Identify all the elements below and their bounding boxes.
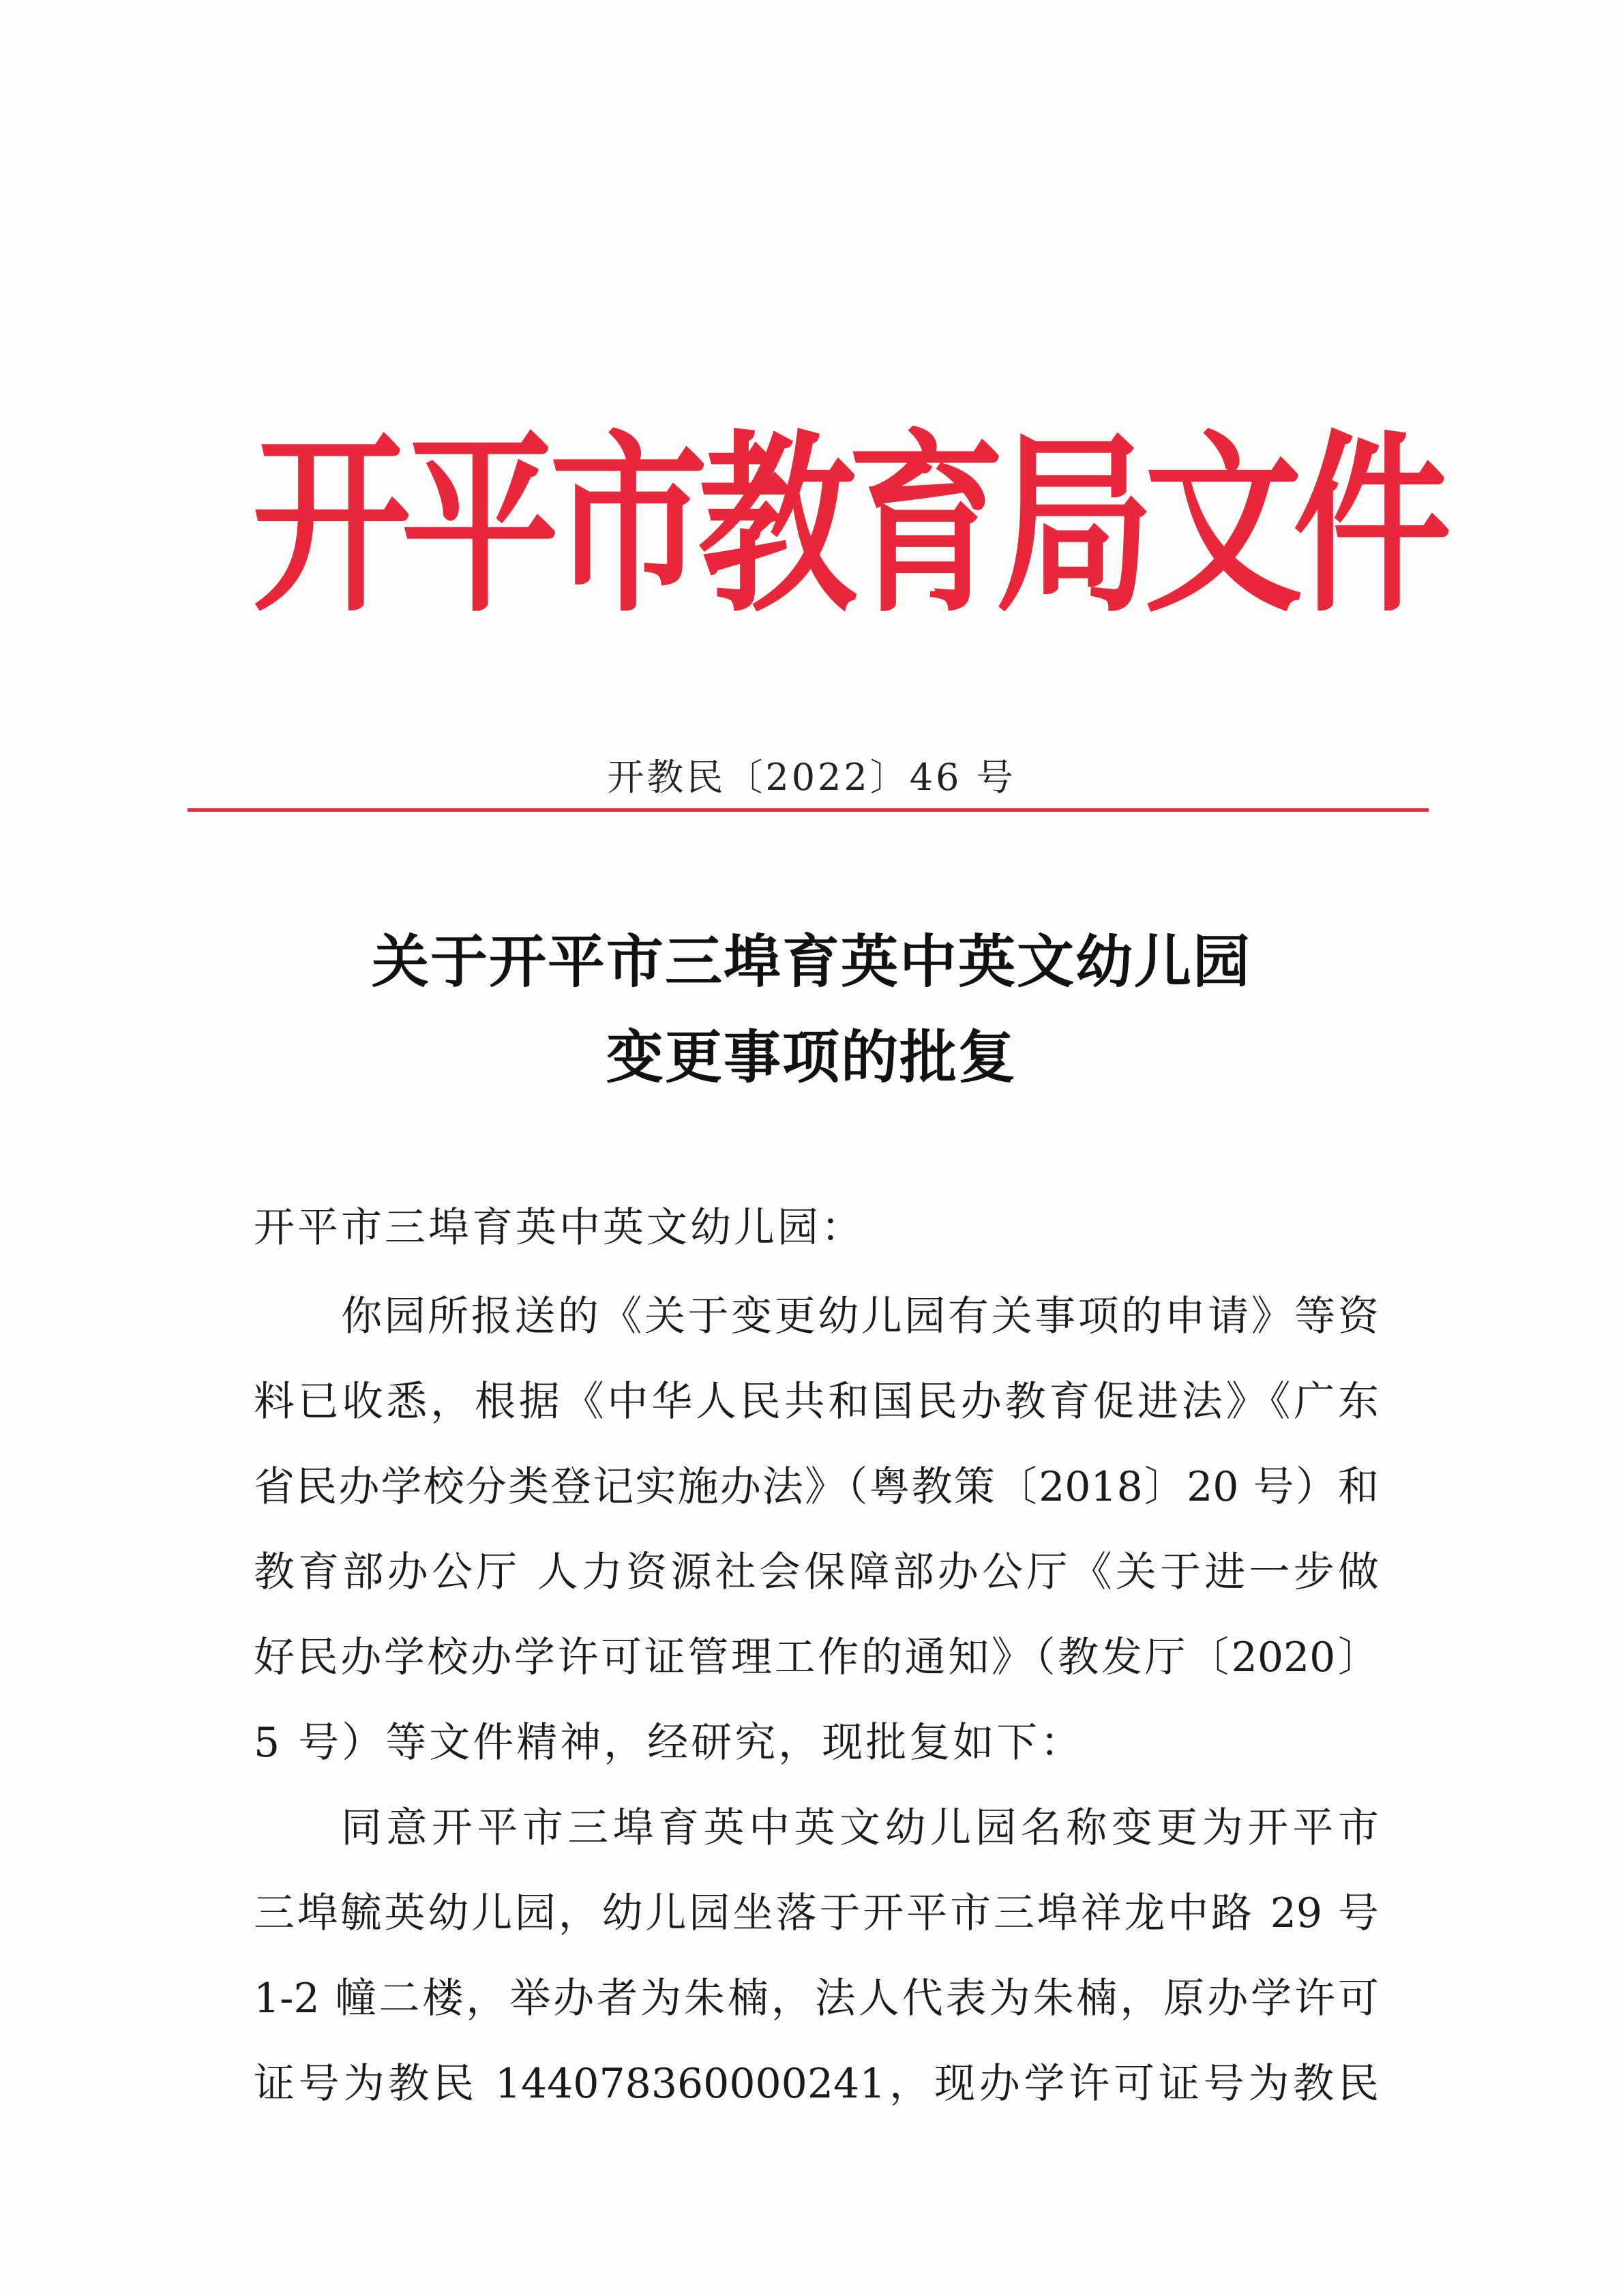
body-line: 好民办学校办学许可证管理工作的通知》（教发厅〔2020〕 <box>254 1634 1379 1681</box>
body-line: 1-2 幢二楼，举办者为朱楠，法人代表为朱楠，原办学许可 <box>254 1975 1379 2022</box>
red-divider-line <box>188 808 1429 812</box>
body-line: 教育部办公厅 人力资源社会保障部办公厅《关于进一步做 <box>254 1548 1379 1596</box>
document-title-line-1: 关于开平市三埠育英中英文幼儿园 <box>371 928 1251 995</box>
body-line: 料已收悉，根据《中华人民共和国民办教育促进法》《广东 <box>254 1378 1379 1426</box>
body-line: 省民办学校分类登记实施办法》（粤教策〔2018〕20 号）和 <box>254 1463 1379 1511</box>
body-line: 你园所报送的《关于变更幼儿园有关事项的申请》等资 <box>341 1293 1379 1340</box>
body-line: 证号为教民 144078360000241，现办学许可证号为教民 <box>254 2060 1379 2108</box>
body-line: 同意开平市三埠育英中英文幼儿园名称变更为开平市 <box>341 1804 1379 1852</box>
issuer-header-title: 开平市教育局文件 <box>252 411 1442 638</box>
body-line: 三埠毓英幼儿园，幼儿园坐落于开平市三埠祥龙中路 29 号 <box>254 1889 1379 1937</box>
salutation: 开平市三埠育英中英文幼儿园： <box>254 1204 865 1252</box>
document-number: 开教民〔2022〕46 号 <box>607 756 1016 799</box>
body-line: 5 号）等文件精神，经研究，现批复如下： <box>254 1719 1084 1767</box>
document-title-line-2: 变更事项的批复 <box>606 1023 1017 1091</box>
